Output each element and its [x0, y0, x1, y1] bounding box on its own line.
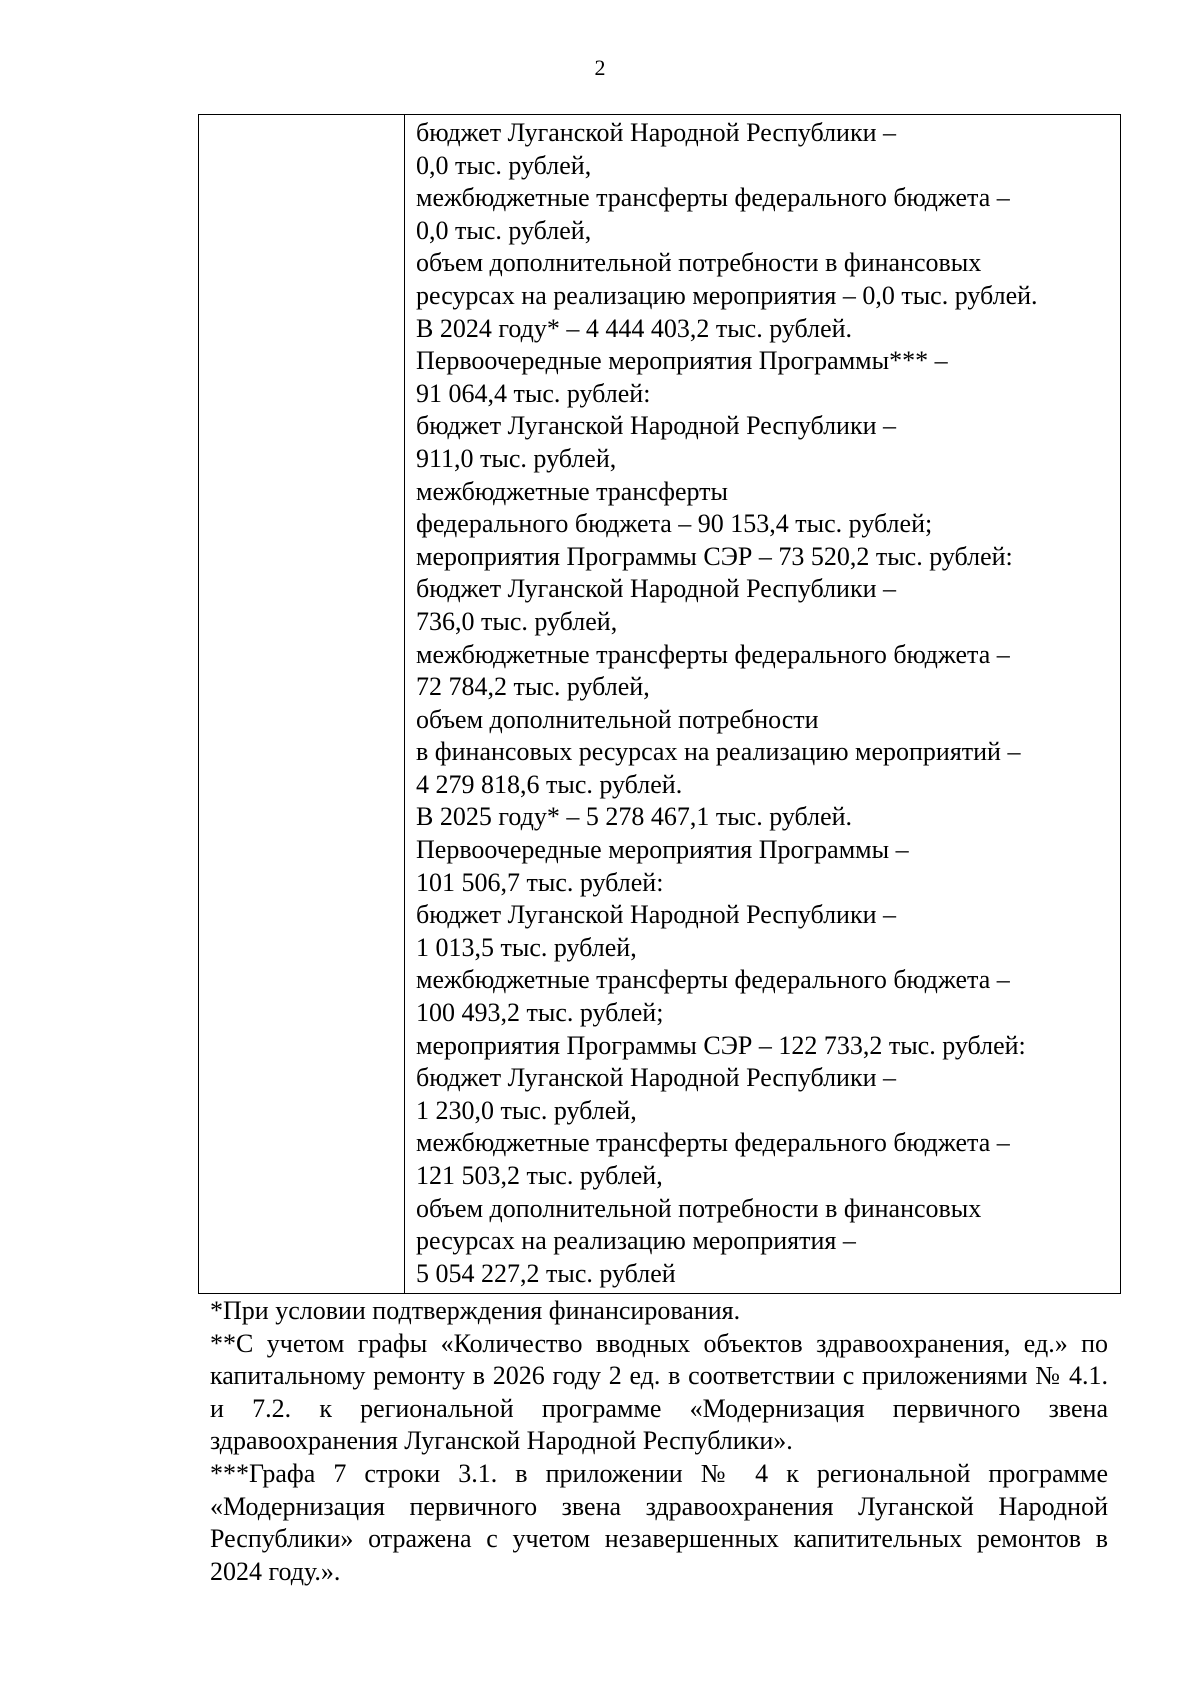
table-line: 0,0 тыс. рублей,: [416, 150, 592, 180]
table-line: 4 279 818,6 тыс. рублей.: [416, 769, 683, 799]
table-line: межбюджетные трансферты федерального бюджета –: [416, 183, 1010, 213]
table-line: 72 784,2 тыс. рублей,: [416, 672, 650, 702]
table-line: ресурсах на реализацию мероприятия –: [416, 1226, 856, 1256]
table-line: 5 054 227,2 тыс. рублей: [416, 1258, 676, 1288]
financing-details-cell: [416, 117, 1116, 1290]
table-line: 0,0 тыс. рублей,: [416, 215, 592, 245]
table-line: Первоочередные мероприятия Программы –: [416, 835, 909, 865]
table-line: 911,0 тыс. рублей,: [416, 443, 617, 473]
table-line: бюджет Луганской Народной Республики –: [416, 574, 897, 604]
table-line: объем дополнительной потребности: [416, 704, 819, 734]
table-line: федерального бюджета – 90 153,4 тыс. рублей;: [416, 509, 933, 539]
table-line: В 2024 году* – 4 444 403,2 тыс. рублей.: [416, 313, 853, 343]
table-column-divider: [404, 115, 405, 1293]
table-line: бюджет Луганской Народной Республики –: [416, 411, 897, 441]
table-line: 1 230,0 тыс. рублей,: [416, 1095, 637, 1125]
footnotes: [210, 1295, 1108, 1588]
table-line: 100 493,2 тыс. рублей;: [416, 998, 664, 1028]
financing-table: [198, 114, 1121, 1294]
table-line: межбюджетные трансферты федерального бюджета –: [416, 965, 1010, 995]
table-line: 91 064,4 тыс. рублей:: [416, 378, 651, 408]
table-line: межбюджетные трансферты: [416, 476, 728, 506]
table-line: 101 506,7 тыс. рублей:: [416, 867, 664, 897]
table-line: 1 013,5 тыс. рублей,: [416, 932, 637, 962]
footnote-column-7: ***Графа 7 строки 3.1. в приложении № 4 к региональной программе «Модернизация первичного звена здравоохранения Луганской Народной Республики» отражена с учетом незавершенных капитительных ремонтов в 2024 году.».: [210, 1458, 1108, 1586]
table-line: мероприятия Программы СЭР – 122 733,2 тыс. рублей:: [416, 1030, 1026, 1060]
table-line: бюджет Луганской Народной Республики –: [416, 118, 897, 147]
table-line: объем дополнительной потребности в финансовых: [416, 248, 982, 278]
table-line: межбюджетные трансферты федерального бюджета –: [416, 639, 1010, 669]
table-line: 121 503,2 тыс. рублей,: [416, 1161, 663, 1190]
table-line: Первоочередные мероприятия Программы*** –: [416, 346, 948, 376]
table-line: ресурсах на реализацию мероприятия – 0,0 тыс. рублей.: [416, 280, 1038, 310]
table-line: В 2025 году* – 5 278 467,1 тыс. рублей.: [416, 802, 853, 832]
page-number: 2: [594, 55, 606, 80]
table-line: в финансовых ресурсах на реализацию мероприятий –: [416, 737, 1021, 767]
table-line: мероприятия Программы СЭР – 73 520,2 тыс. рублей:: [416, 541, 1013, 571]
table-line: 736,0 тыс. рублей,: [416, 606, 618, 636]
table-line: бюджет Луганской Народной Республики –: [416, 900, 897, 930]
footnote-funding-confirmation: *При условии подтверждения финансирования.: [210, 1296, 741, 1325]
footnote-healthcare-objects: **С учетом графы «Количество вводных объектов здравоохранения, ед.» по капитальному ремонту в 2026 году 2 ед. в соответствии с приложениями № 4.1. и 7.2. к региональной программе «Модернизация первичного звена здравоохранения Луганской Народной Республики».: [210, 1328, 1108, 1456]
table-line: бюджет Луганской Народной Республики –: [416, 1063, 897, 1093]
table-line: объем дополнительной потребности в финансовых: [416, 1193, 982, 1223]
table-line: межбюджетные трансферты федерального бюджета –: [416, 1128, 1010, 1158]
